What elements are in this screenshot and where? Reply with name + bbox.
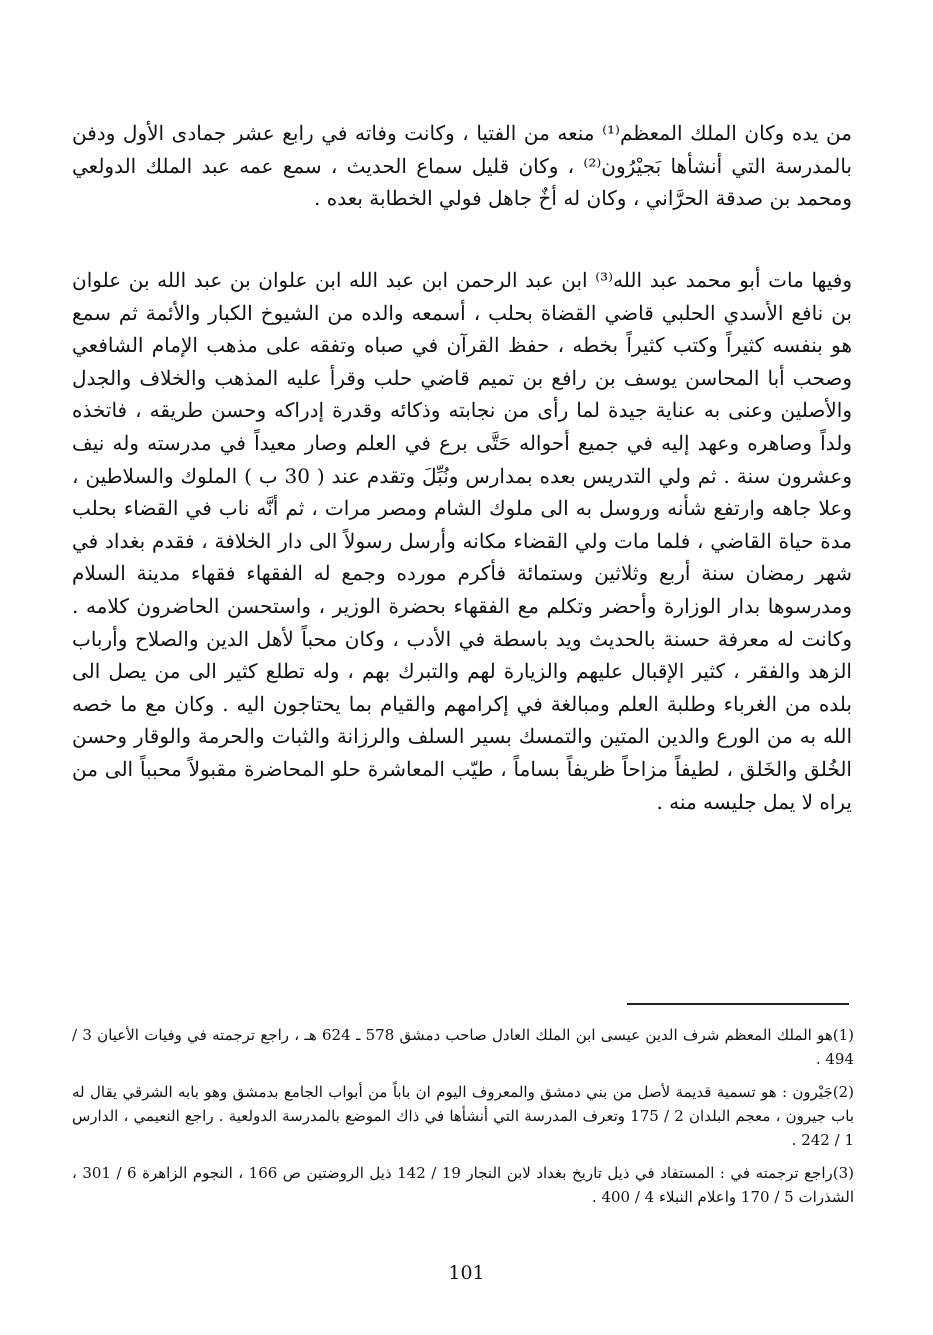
paragraph-text: وفيها مات أبو محمد عبد الله⁽³⁾ ابن عبد الرحمن ابن عبد الله ابن علوان بن عبد الله بن علوان بن نافع الأسدي الحلبي قاضي القضاة بحلب ، أسمعه والده من الشيوخ الكبار والأئمة ثم سمع هو بنفسه كثيراً وكتب كثيراً بخطه ، حفظ القرآن في صباه وتفقه على مذهب الإمام الشافعي وصحب أبا المحاسن يوسف بن رافع بن تميم قاضي حلب وقرأ عليه المذهب والخلاف والجدل والأصلين وعنى به عناية جيدة لما رأى من نجابته وذكائه وقدرة إدراكه وحسن طريقه ، فاتخذه ولداً وصاهره وعهد إليه في جميع أحواله حَتَّى برع في العلم وصار معيداً في مدرسته وله نيف وعشرون سنة . ثم ولي التدريس بعده بمدارس ونُبِّلَ وتقدم عند ( 30 ب ) الملوك والسلاطين ، وعلا جاهه وارتفع شأنه وروسل به الى ملوك الشام ومصر مرات ، ثم أنَّه ناب في القضاء بحلب مدة حياة القاضي ، فلما مات ولي القضاء مكانه وأرسل رسولاً الى دار الخلافة ، فقدم بغداد في شهر رمضان سنة أربع وثلاثين وستمائة فأكرم مورده وجمع له الفقهاء فقهاء مدينة السلام ومدرسوها بدار الوزارة وأحضر وتكلم مع الفقهاء بحضرة الوزير ، واستحسن الحاضرون كلامه . وكانت له معرفة حسنة بالحديث ويد باسطة في الأدب ، وكان محباً لأهل الدين والصلاح وأرباب الزهد والفقر ، كثير الإقبال عليهم والزيارة لهم والتبرك بهم ، وله تطلع كثير الى من يصل الى بلده من الغرباء وطلبة العلم ومبالغة في إكرامهم والقيام بما يحتاجون اليه . وكان مع ما خصه الله به من الورع والدين المتين والتمسك بسير السلف والرزانة والثبات والحرمة والوقار وحسن الخُلق والخَلق ، لطيفاً مزاحاً ظريفاً بساماً ، طيّب المعاشرة حلو المحاضرة مقبولاً محبباً الى من يراه لا يمل جليسه منه . <box>72 268 853 814</box>
footnotes <box>72 1023 854 1218</box>
paragraph-text: من يده وكان الملك المعظم⁽¹⁾ منعه من الفتيا ، وكانت وفاته في رابع عشر جمادى الأول ودفن بالمدرسة التي أنشأها بَجيْرُون⁽²⁾ ، وكان قليل سماع الحديث ، سمع عمه عبد الملك الدولعي ومحمد بن صدقة الحرَّاني ، وكان له أخٌ جاهل فولي الخطابة بعده . <box>72 121 852 211</box>
footnote-divider <box>627 1003 849 1005</box>
footnote-1: (1)هو الملك المعظم شرف الدين عيسى ابن الملك العادل صاحب دمشق 578 ـ 624 هـ ، راجع ترجمته في وفيات الأعيان 3 / 494 . <box>72 1026 855 1068</box>
paragraph-2 <box>72 264 852 818</box>
page-number: 101 <box>448 1262 485 1284</box>
footnote-3: (3)راجع ترجمته في : المستفاد في ذيل تاريخ بغداد لابن النجار 19 / 142 ذيل الروضتين ص 166 ، النجوم الزاهرة 6 / 301 ، الشذرات 5 / 170 واعلام النبلاء 4 / 400 . <box>72 1164 854 1206</box>
footnote-2: (2)جَيْرون : هو تسمية قديمة لأصل من بني دمشق والمعروف اليوم ان باباً من أبواب الجامع بدمشق وهو بابه الشرقي يقال له باب جيرون ، معجم البلدان 2 / 175 وتعرف المدرسة التي أنشأها في ذاك الموضع بالمدرسة الدولعية . راجع النعيمي ، الدارس 1 / 242 . <box>72 1083 854 1149</box>
paragraph-1 <box>72 117 852 215</box>
